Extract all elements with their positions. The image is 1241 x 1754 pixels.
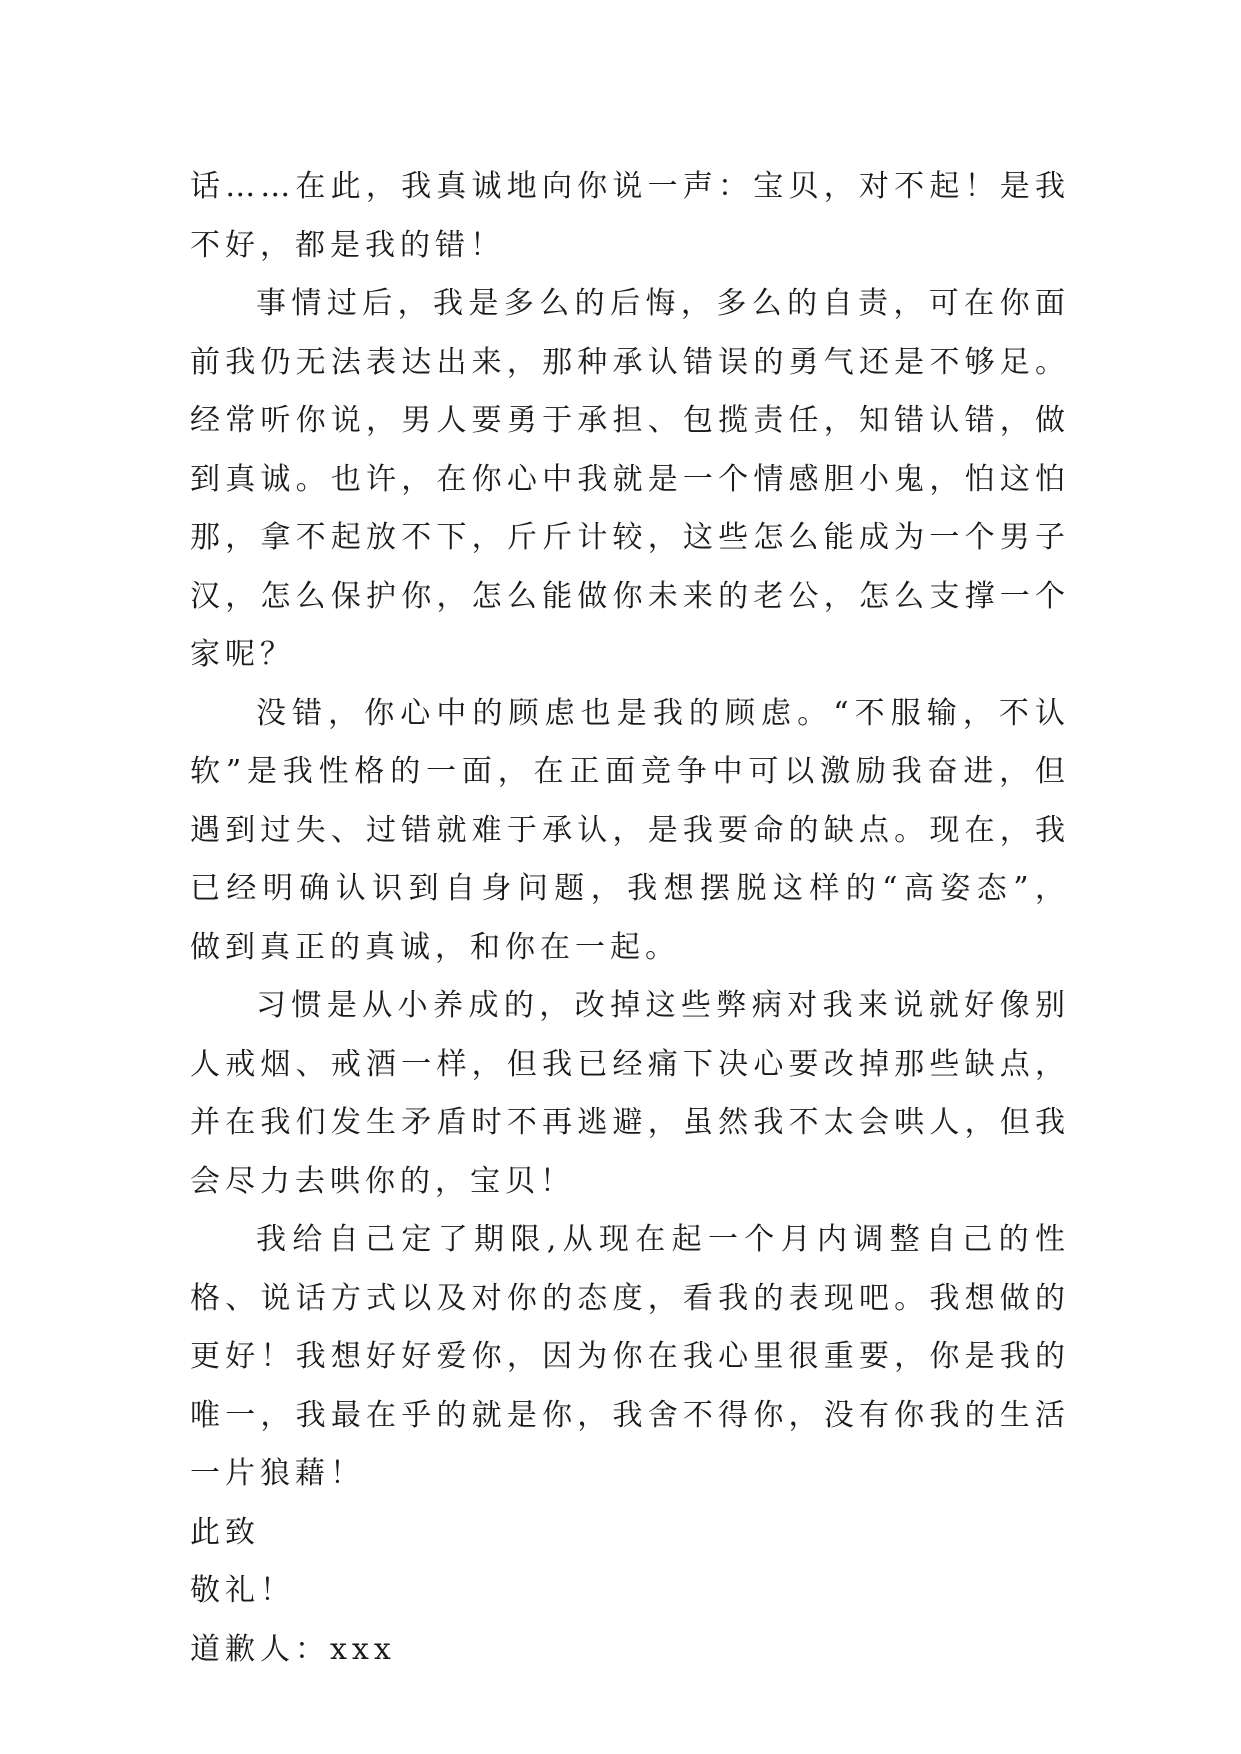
paragraph-5: 我给自己定了期限,从现在起一个月内调整自己的性格、说话方式以及对你的态度，看我的表现吧。我想做的更好！我想好好爱你，因为你在我心里很重要，你是我的唯一，我最在乎的就是你，我舍不得你，没有你我的生活一片狼藉！: [190, 1222, 1070, 1491]
closing-regards: 敬礼！: [190, 1573, 295, 1608]
signature-line: 道歉人：xxx: [190, 1631, 396, 1667]
paragraph-2: 事情过后，我是多么的后悔，多么的自责，可在你面前我仍无法表达出来，那种承认错误的勇气还是不够足。经常听你说，男人要勇于承担、包揽责任，知错认错，做到真诚。也许，在你心中我就是一个情感胆小鬼，怕这怕那，拿不起放不下，斤斤计较，这些怎么能成为一个男子汉，怎么保护你，怎么能做你未来的老公，怎么支撑一个家呢？: [190, 286, 1070, 672]
letter-body: [190, 158, 1070, 1679]
paragraph-1: 话……在此，我真诚地向你说一声：宝贝，对不起！是我不好，都是我的错！: [190, 169, 1070, 263]
paragraph-3: 没错，你心中的顾虑也是我的顾虑。“不服输，不认软”是我性格的一面，在正面竞争中可以激励我奋进，但遇到过失、过错就难于承认，是我要命的缺点。现在，我已经明确认识到自身问题，我想摆脱这样的“高姿态”，做到真正的真诚，和你在一起。: [190, 695, 1070, 965]
paragraph-4: 习惯是从小养成的，改掉这些弊病对我来说就好像别人戒烟、戒酒一样，但我已经痛下决心要改掉那些缺点，并在我们发生矛盾时不再逃避，虽然我不太会哄人，但我会尽力去哄你的，宝贝！: [190, 988, 1070, 1199]
closing-salutation: 此致: [190, 1514, 260, 1550]
